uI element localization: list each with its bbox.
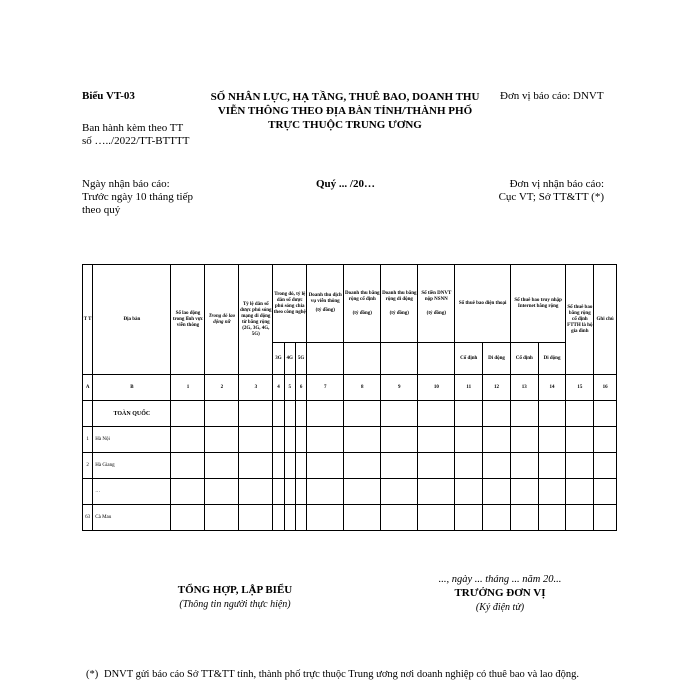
- header-5g: 5G: [295, 343, 306, 375]
- data-cell[interactable]: [171, 427, 205, 453]
- data-cell[interactable]: [510, 479, 538, 505]
- data-cell[interactable]: [566, 453, 594, 479]
- data-cell[interactable]: [307, 401, 344, 427]
- quarter: Quý ... /20…: [316, 178, 375, 190]
- data-cell[interactable]: [273, 453, 284, 479]
- index-cell: 7: [307, 375, 344, 401]
- data-cell[interactable]: [273, 479, 284, 505]
- index-cell: 9: [381, 375, 418, 401]
- data-cell[interactable]: [418, 453, 455, 479]
- data-cell[interactable]: [538, 401, 566, 427]
- header-internet-fixed: Cố định: [510, 343, 538, 375]
- index-cell: A: [83, 375, 93, 401]
- report-table: [82, 264, 617, 531]
- data-cell[interactable]: [239, 453, 273, 479]
- data-cell[interactable]: [307, 505, 344, 531]
- index-cell: 15: [566, 375, 594, 401]
- table-row: [83, 505, 617, 531]
- data-cell[interactable]: [538, 479, 566, 505]
- header-internet-subs: Số thuê bao truy nhập Internet băng rộng: [510, 265, 566, 343]
- index-cell: 1: [171, 375, 205, 401]
- index-cell: 8: [344, 375, 381, 401]
- head-title: TRƯỞNG ĐƠN VỊ: [454, 587, 546, 599]
- index-cell: 13: [510, 375, 538, 401]
- data-cell[interactable]: [483, 427, 511, 453]
- index-cell: 12: [483, 375, 511, 401]
- data-cell[interactable]: [418, 505, 455, 531]
- data-cell[interactable]: [483, 401, 511, 427]
- received-label: Ngày nhận báo cáo:: [82, 178, 170, 190]
- data-cell[interactable]: [295, 505, 306, 531]
- compiler-note: (Thông tin người thực hiện): [179, 599, 291, 610]
- data-cell[interactable]: [273, 427, 284, 453]
- data-cell[interactable]: [295, 427, 306, 453]
- row-number: 2: [83, 453, 93, 479]
- row-number: 63: [83, 505, 93, 531]
- data-cell[interactable]: [483, 479, 511, 505]
- data-cell[interactable]: [284, 505, 295, 531]
- issued-with: [82, 122, 189, 148]
- data-cell[interactable]: [284, 427, 295, 453]
- compiler-signature: [140, 584, 330, 610]
- header-pop-share: Trong đó, tỷ lệ dân số được phủ sóng chia theo công nghệ: [273, 265, 307, 343]
- data-cell[interactable]: [284, 479, 295, 505]
- header-phone-mobile: Di động: [483, 343, 511, 375]
- data-cell[interactable]: [307, 479, 344, 505]
- form-code: Biểu VT-03: [82, 90, 135, 102]
- data-cell[interactable]: [295, 453, 306, 479]
- index-cell: 2: [205, 375, 239, 401]
- data-cell[interactable]: [381, 427, 418, 453]
- data-cell[interactable]: [538, 427, 566, 453]
- data-cell[interactable]: [566, 427, 594, 453]
- empty-cell: [418, 343, 455, 375]
- row-area: …: [93, 479, 171, 505]
- title-line: TRỰC THUỘC TRUNG ƯƠNG: [268, 119, 422, 131]
- header-ftth: Số thuê bao băng rộng cố định FTTH là hộ gia đình: [566, 265, 594, 375]
- data-cell[interactable]: [239, 479, 273, 505]
- data-cell[interactable]: [455, 453, 483, 479]
- data-cell[interactable]: [295, 401, 306, 427]
- data-cell[interactable]: [510, 401, 538, 427]
- data-cell[interactable]: [239, 427, 273, 453]
- row-number: [83, 401, 93, 427]
- signature-date: ..., ngày ... tháng ... năm 20...: [438, 574, 562, 585]
- title-line: VIỄN THÔNG THEO ĐỊA BÀN TỈNH/THÀNH PHỐ: [217, 105, 473, 117]
- header-coverage: Tỷ lệ dân số được phủ sóng mạng di động từ băng rộng (2G, 3G, 4G, 5G): [239, 265, 273, 375]
- index-row: [83, 375, 617, 401]
- data-cell[interactable]: [344, 427, 381, 453]
- issued-line: Ban hành kèm theo TT: [82, 122, 184, 134]
- data-cell[interactable]: [566, 479, 594, 505]
- row-number: 1: [83, 427, 93, 453]
- data-cell[interactable]: [273, 401, 284, 427]
- data-cell[interactable]: [381, 453, 418, 479]
- table-row: [83, 453, 617, 479]
- data-cell[interactable]: [594, 479, 617, 505]
- data-cell[interactable]: [171, 453, 205, 479]
- data-cell[interactable]: [566, 505, 594, 531]
- data-cell[interactable]: [418, 427, 455, 453]
- data-cell[interactable]: [538, 505, 566, 531]
- data-cell[interactable]: [418, 401, 455, 427]
- data-cell[interactable]: [307, 453, 344, 479]
- deadline-line: theo quý: [82, 204, 121, 216]
- data-cell[interactable]: [171, 505, 205, 531]
- data-cell[interactable]: [273, 505, 284, 531]
- data-cell[interactable]: [483, 453, 511, 479]
- issued-line: số …../2022/TT-BTTTT: [82, 135, 190, 147]
- row-area: TOÀN QUỐC: [93, 401, 171, 427]
- row-number: [83, 479, 93, 505]
- data-cell[interactable]: [538, 453, 566, 479]
- data-cell[interactable]: [455, 479, 483, 505]
- index-cell: 6: [295, 375, 306, 401]
- index-cell: 10: [418, 375, 455, 401]
- data-cell[interactable]: [205, 427, 239, 453]
- header-area: Địa bàn: [93, 265, 171, 375]
- empty-cell: [307, 343, 344, 375]
- index-cell: 3: [239, 375, 273, 401]
- header-female: Trong đó lao động nữ: [205, 265, 239, 375]
- table-row: [83, 479, 617, 505]
- header-tt: T T: [83, 265, 93, 375]
- data-cell[interactable]: [344, 401, 381, 427]
- index-cell: 14: [538, 375, 566, 401]
- compiler-title: TỔNG HỢP, LẬP BIỂU: [177, 584, 293, 596]
- table-row: [83, 427, 617, 453]
- data-cell[interactable]: [483, 505, 511, 531]
- header-notes: Ghi chú: [594, 265, 617, 375]
- row-area: Hà Giang: [93, 453, 171, 479]
- data-cell[interactable]: [307, 427, 344, 453]
- header-internet-mobile: Di động: [538, 343, 566, 375]
- index-cell: B: [93, 375, 171, 401]
- empty-cell: [344, 343, 381, 375]
- row-area: Hà Nội: [93, 427, 171, 453]
- data-cell[interactable]: [239, 401, 273, 427]
- data-cell[interactable]: [344, 505, 381, 531]
- header-phone-subs: Số thuê bao điện thoại: [455, 265, 511, 343]
- header-labor: Số lao động trong lĩnh vực viễn thông: [171, 265, 205, 375]
- data-cell[interactable]: [510, 453, 538, 479]
- data-cell[interactable]: [455, 505, 483, 531]
- data-cell[interactable]: [594, 427, 617, 453]
- header-3g: 3G: [273, 343, 284, 375]
- data-cell[interactable]: [205, 453, 239, 479]
- row-area: Cà Mau: [93, 505, 171, 531]
- data-cell[interactable]: [594, 453, 617, 479]
- reporting-unit: Đơn vị báo cáo: DNVT: [500, 90, 604, 102]
- data-cell[interactable]: [510, 427, 538, 453]
- table-row: [83, 401, 617, 427]
- data-cell[interactable]: [205, 401, 239, 427]
- header-mobile-bb-revenue: Doanh thu băng rộng di động (tỷ đồng): [381, 265, 418, 343]
- data-cell[interactable]: [381, 479, 418, 505]
- footnote-text: DNVT gửi báo cáo Sở TT&TT tỉnh, thành phố trực thuộc Trung ương nơi doanh nghiệp có thuê bao và lao động.: [104, 669, 579, 680]
- footnote: [86, 668, 626, 682]
- data-cell[interactable]: [455, 427, 483, 453]
- data-cell[interactable]: [171, 479, 205, 505]
- index-cell: 5: [284, 375, 295, 401]
- data-cell[interactable]: [594, 401, 617, 427]
- document-title: [200, 90, 490, 132]
- footnote-mark: (*): [86, 669, 99, 680]
- receiving-unit-label: Đơn vị nhận báo cáo:: [509, 178, 604, 190]
- data-cell[interactable]: [344, 453, 381, 479]
- data-cell[interactable]: [295, 479, 306, 505]
- data-cell[interactable]: [455, 401, 483, 427]
- data-cell[interactable]: [566, 401, 594, 427]
- data-cell[interactable]: [171, 401, 205, 427]
- data-cell[interactable]: [239, 505, 273, 531]
- header-4g: 4G: [284, 343, 295, 375]
- head-signature: [410, 574, 590, 613]
- received-date: [82, 178, 193, 217]
- header-service-revenue: Doanh thu dịch vụ viễn thông (tỷ đồng): [307, 265, 344, 343]
- data-cell[interactable]: [418, 479, 455, 505]
- index-cell: 16: [594, 375, 617, 401]
- data-cell[interactable]: [205, 505, 239, 531]
- receiving-unit-value: Cục VT; Sở TT&TT (*): [498, 191, 604, 203]
- head-note: (Ký điện tử): [475, 602, 525, 613]
- data-cell[interactable]: [510, 505, 538, 531]
- index-cell: 4: [273, 375, 284, 401]
- title-line: SỐ NHÂN LỰC, HẠ TẦNG, THUÊ BAO, DOANH THU: [210, 91, 480, 103]
- empty-cell: [381, 343, 418, 375]
- header-fixed-bb-revenue: Doanh thu băng rộng cố định (tỷ đồng): [344, 265, 381, 343]
- deadline-line: Trước ngày 10 tháng tiếp: [82, 191, 193, 203]
- data-cell[interactable]: [205, 479, 239, 505]
- data-cell[interactable]: [381, 505, 418, 531]
- header-budget: Số tiền DNVT nộp NSNN (tỷ đồng): [418, 265, 455, 343]
- header-phone-fixed: Cố định: [455, 343, 483, 375]
- data-cell[interactable]: [284, 453, 295, 479]
- data-cell[interactable]: [381, 401, 418, 427]
- index-cell: 11: [455, 375, 483, 401]
- data-cell[interactable]: [284, 401, 295, 427]
- data-cell[interactable]: [344, 479, 381, 505]
- receiving-unit: [440, 178, 604, 204]
- data-cell[interactable]: [594, 505, 617, 531]
